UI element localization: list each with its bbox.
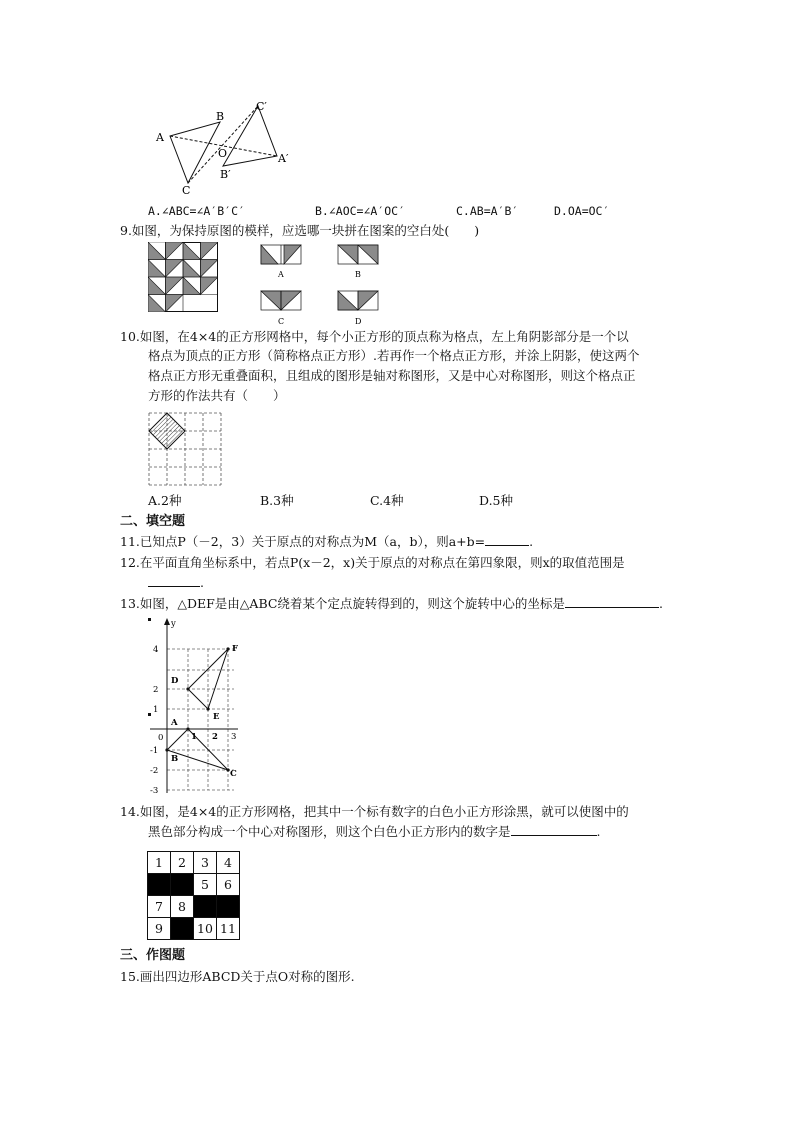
q13-figure <box>144 615 250 797</box>
point-label-f: F <box>232 644 239 654</box>
q14-grid <box>147 851 240 940</box>
cell-3[interactable]: 3 <box>194 852 217 874</box>
q13-end: . <box>658 596 663 611</box>
q10-line-3: 格点正方形无重叠面积，且组成的图形是轴对称图形，又是中心对称图形，则这个格点正 <box>148 368 636 383</box>
hatched-square <box>149 413 185 449</box>
q10-grid <box>147 411 223 487</box>
point-label-a: A <box>171 718 178 728</box>
cell-6[interactable]: 6 <box>217 874 240 896</box>
ytick-neg1: -1 <box>150 746 159 756</box>
q8-option-c[interactable]: C.AB=A′B′ <box>456 204 519 218</box>
q12-line-1: 12.在平面直角坐标系中，若点P(x－2，x)关于原点的对称点在第四象限，则x的取值范围是 <box>120 555 625 570</box>
cell-black <box>194 896 217 918</box>
q9-pattern <box>148 242 218 312</box>
ytick-1: 1 <box>153 705 159 715</box>
q9-question: 9.如图，为保持原图的模样，应选哪一块拼在图案的空白处( ) <box>120 223 480 238</box>
q8-option-d[interactable]: D.OA=OC′ <box>554 204 610 218</box>
q13-answer-blank[interactable] <box>565 595 659 608</box>
cell-black <box>171 918 194 940</box>
label-b1: B′ <box>220 168 231 181</box>
cell-10[interactable]: 10 <box>194 918 217 940</box>
ytick-neg2: -2 <box>150 766 159 776</box>
label-o: O <box>218 147 228 160</box>
q11-end: . <box>529 534 534 549</box>
point-label-b: B <box>171 754 179 764</box>
q10-line-2: 格点为顶点的正方形（简称格点正方形）.若再作一个格点正方形，并涂上阴影，使这两个 <box>148 348 640 363</box>
xtick-2: 2 <box>212 732 218 742</box>
cell-11[interactable]: 11 <box>217 918 240 940</box>
q14-answer-blank[interactable] <box>511 823 597 836</box>
q14-line-1: 14.如图，是4×4的正方形网格，把其中一个标有数字的白色小正方形涂黑，就可以使图中的 <box>120 804 629 819</box>
ytick-neg3: -3 <box>150 786 159 796</box>
triangle-abc <box>170 122 220 183</box>
q8-option-b[interactable]: B.∠AOC=∠A′OC′ <box>315 204 406 218</box>
xtick-3: 3 <box>231 732 237 742</box>
label-c: C <box>182 184 191 195</box>
cell-8[interactable]: 8 <box>171 896 194 918</box>
label-a1: A′ <box>278 152 289 165</box>
q14-end: . <box>596 824 601 839</box>
y-axis-arrow <box>164 618 170 625</box>
q12-answer-blank[interactable] <box>148 574 200 587</box>
q9-label-d: D <box>355 317 362 326</box>
cell-9[interactable]: 9 <box>148 918 171 940</box>
q9-label-c: C <box>278 317 285 326</box>
point-label-e: E <box>213 712 220 722</box>
cell-5[interactable]: 5 <box>194 874 217 896</box>
cell-black <box>148 874 171 896</box>
q14-line-2 <box>148 823 601 841</box>
ytick-2: 2 <box>153 685 159 695</box>
origin-label: 0 <box>158 733 164 743</box>
xtick-1: 1 <box>191 732 197 742</box>
q11-answer-blank[interactable] <box>485 533 529 546</box>
q10-option-a[interactable]: A.2种 <box>148 493 182 508</box>
ytick-4: 4 <box>153 645 159 655</box>
q8-figure <box>150 100 300 195</box>
q8-option-a[interactable]: A.∠ABC=∠A′B′C′ <box>148 204 245 218</box>
cell-7[interactable]: 7 <box>148 896 171 918</box>
section-drawing-title: 三、作图题 <box>120 948 186 963</box>
point-label-c: C <box>230 769 237 779</box>
q10-option-d[interactable]: D.5种 <box>479 493 514 508</box>
cell-2[interactable]: 2 <box>171 852 194 874</box>
q9-choices <box>258 244 388 326</box>
cell-black <box>171 874 194 896</box>
label-c1: C′ <box>256 100 267 113</box>
q13-text: 13.如图，△DEF是由△ABC绕着某个定点旋转得到的，则这个旋转中心的坐标是 <box>120 596 565 611</box>
q9-label-a: A <box>278 270 284 279</box>
q10-line-4: 方形的作法共有（ ） <box>148 388 286 403</box>
section-fill-in-title: 二、填空题 <box>120 514 186 529</box>
label-a: A <box>156 131 164 144</box>
cell-1[interactable]: 1 <box>148 852 171 874</box>
q14-line-2-text: 黑色部分构成一个中心对称图形，则这个白色小正方形内的数字是 <box>148 824 511 839</box>
q10-option-b[interactable]: B.3种 <box>260 493 294 508</box>
y-axis-label: y <box>171 619 176 629</box>
q15-question: 15.画出四边形ABCD关于点O对称的图形. <box>120 969 355 984</box>
q11-question <box>120 533 533 551</box>
q10-option-c[interactable]: C.4种 <box>370 493 404 508</box>
label-b: B <box>216 110 225 123</box>
q10-line-1: 10.如图，在4×4的正方形网格中，每个小正方形的顶点称为格点，左上角阴影部分是一个以 <box>120 329 629 344</box>
point-label-d: D <box>171 676 179 686</box>
q12-end: . <box>200 575 204 590</box>
q11-text: 11.已知点P（－2，3）关于原点的对称点为M（a，b），则a+b= <box>120 534 486 549</box>
q12-line-2 <box>148 574 204 592</box>
cell-4[interactable]: 4 <box>217 852 240 874</box>
cell-black <box>217 896 240 918</box>
q9-label-b: B <box>355 270 361 279</box>
q13-question <box>120 595 663 613</box>
